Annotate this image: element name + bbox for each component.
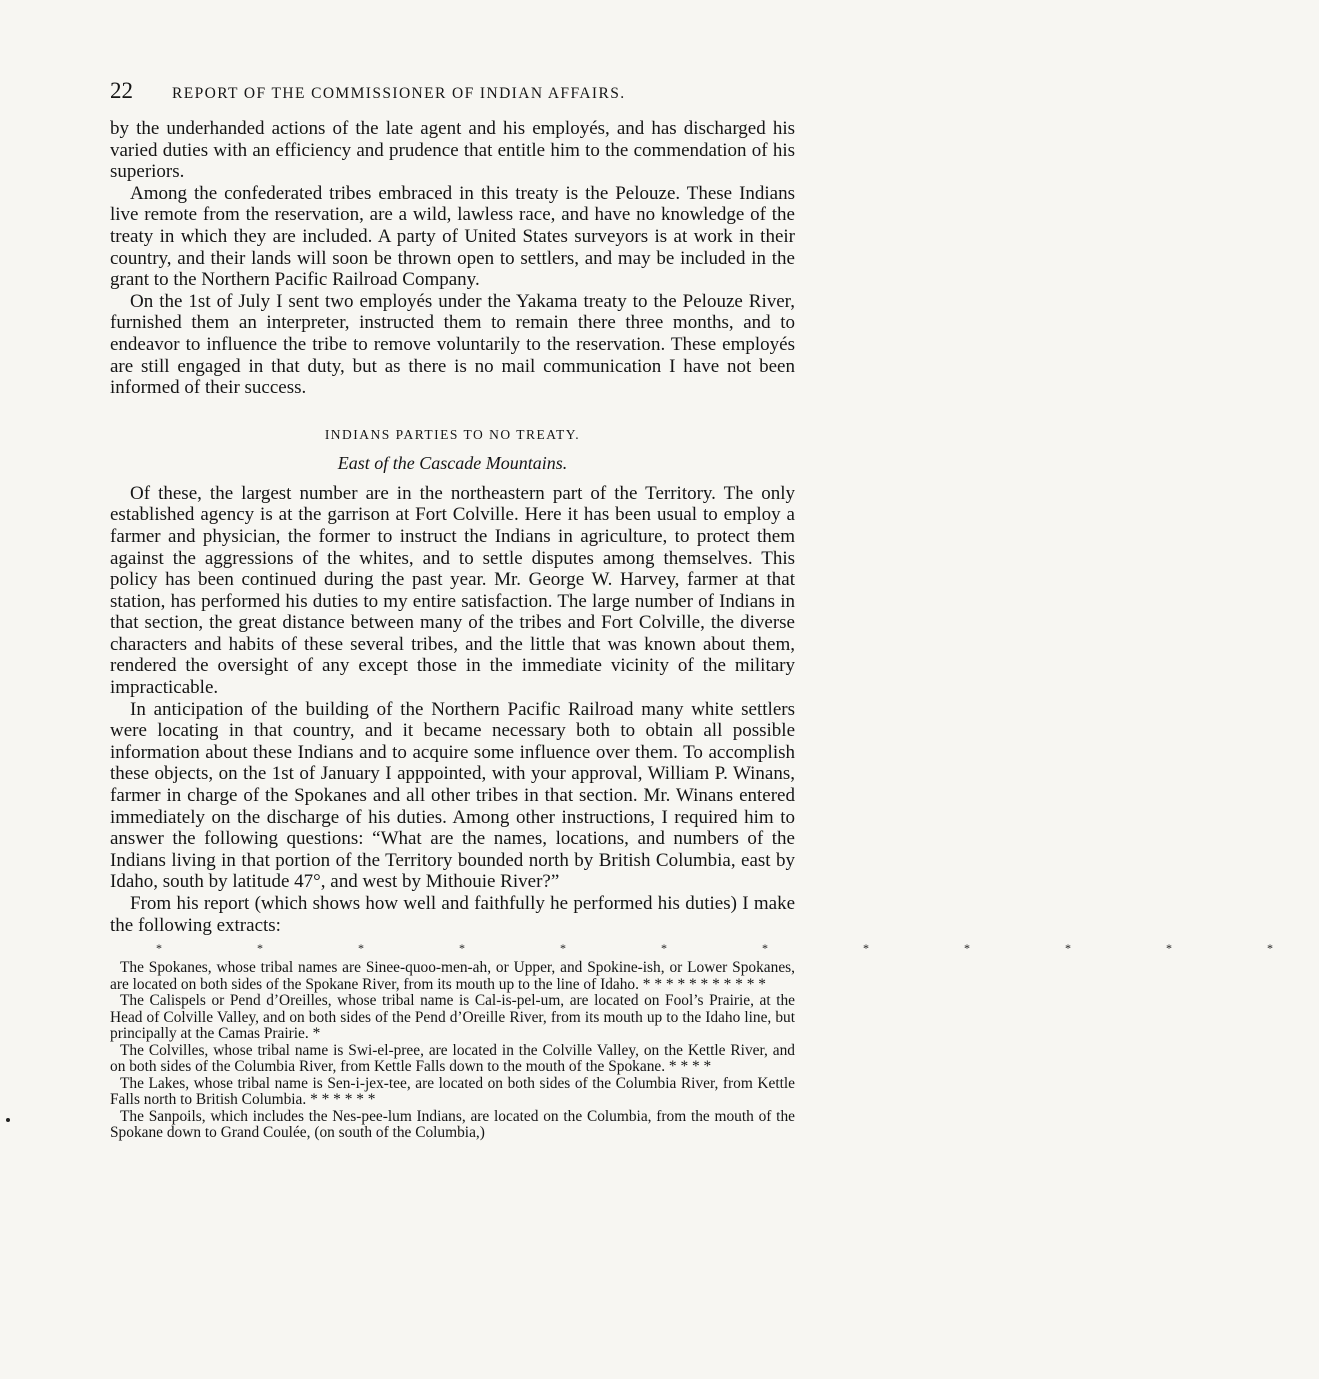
opening-text: [110, 118, 795, 399]
page-number: 22: [110, 78, 133, 103]
extract-calispels: The Calispels or Pend d’Oreilles, whose tribal name is Cal-is-pel-um, are located on Fool’s Prairie, at the Head of Colville Valley, and on both sides of the Pend d’Oreille River, from its mouth up to the Idaho line, but principally at the Camas Prairie. *: [110, 992, 795, 1043]
paragraph-employes: On the 1st of July I sent two employés under the Yakama treaty to the Pelouze River, furnished them an interpreter, instructed them to remain there three months, and to endeavor to influence the tribe to remove voluntarily to the reservation. These employés are still engaged in that duty, but as there is no mail communication I have not been informed of their success.: [110, 290, 795, 399]
ellipsis-stars: * * * * * * * * * * * *: [156, 941, 1319, 956]
extract-lakes: The Lakes, whose tribal name is Sen-i-jex-tee, are located on both sides of the Columbia River, from Kettle Falls north to British Columbia. * * * * * *: [110, 1074, 795, 1109]
paragraph-pelouze: Among the confederated tribes embraced in this treaty is the Pelouze. These Indians live remote from the reservation, are a wild, lawless race, and have no knowledge of the treaty in which they are included. A party of United States surveyors is at work in their country, and their lands will soon be thrown open to settlers, and may be included in the grant to the Northern Pacific Railroad Company.: [110, 182, 795, 291]
extract-colvilles: The Colvilles, whose tribal name is Swi-el-pree, are located in the Colville Valley, on the Kettle River, and on both sides of the Columbia River, from Kettle Falls down to the mouth of the Spokane. * * * *: [110, 1041, 795, 1076]
document-page: [110, 78, 1319, 1142]
page-header: [110, 78, 795, 118]
paragraph-railroad: In anticipation of the building of the Northern Pacific Railroad many white settlers were locating in that country, and it became necessary both to obtain all possible information about these Indians and to acquire some influence over them. To accomplish these objects, on the 1st of January I apppointed, with your approval, William P. Winans, farmer in charge of the Spokanes and all other tribes in that section. Mr. Winans entered immediately on the discharge of his duties. Among other instructions, I required him to answer the following questions: “What are the names, locations, and numbers of the Indians living in that portion of the Territory bounded north by British Columbia, east by Idaho, south by latitude 47°, and west by Mithouie River?”: [110, 698, 795, 893]
paragraph-extracts-intro: From his report (which shows how well and faithfully he performed his duties) I make the following extracts:: [110, 893, 795, 936]
extract-sanpoils: The Sanpoils, which includes the Nes-pee-lum Indians, are located on the Columbia, from the mouth of the Spokane down to Grand Coulée, (on south of the Columbia,): [110, 1107, 795, 1142]
subsection-heading: East of the Cascade Mountains.: [337, 452, 568, 473]
paragraph-continued: by the underhanded actions of the late agent and his employés, and has discharged his varied duties with an efficiency and prudence that entitle him to the commendation of his superiors.: [110, 118, 795, 183]
paragraph-northeastern: Of these, the largest number are in the northeastern part of the Territory. The only established agency is at the garrison at Fort Colville. Here it has been usual to employ a farmer and physician, the former to instruct the Indians in agriculture, to protect them against the aggressions of the whites, and to settle disputes among themselves. This policy has been continued during the past year. Mr. George W. Harvey, farmer at that station, has performed his duties to my entire satisfaction. The large number of Indians in that section, the great distance between many of the tribes and Fort Colville, the diverse characters and habits of these several tribes, and the little that was known about them, rendered the oversight of any except those in the immediate vicinity of the military impracticable.: [110, 482, 795, 699]
extract-spokanes: The Spokanes, whose tribal names are Sinee-quoo-men-ah, or Upper, and Spokine-ish, or Lower Spokanes, are located on both sides of the Spokane River, from its mouth up to the line of Idaho. * * * * * * * * * * *: [110, 959, 795, 993]
extracts-block: [110, 960, 795, 1142]
running-title: REPORT OF THE COMMISSIONER OF INDIAN AFFAIRS.: [172, 85, 626, 102]
margin-dot: [6, 1118, 10, 1122]
section-text: [110, 483, 795, 936]
section-heading: INDIANS PARTIES TO NO TREATY.: [324, 426, 581, 442]
